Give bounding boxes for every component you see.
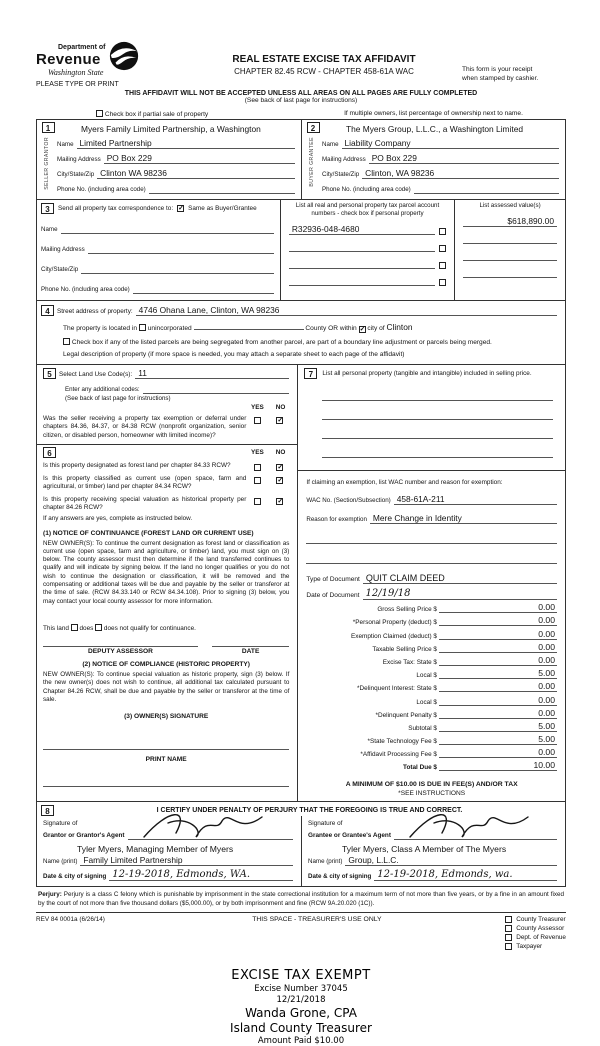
forest-land-question: Is this property designated as forest land per chapter 84.33 RCW? — [43, 461, 231, 469]
assessed-value-field[interactable] — [463, 267, 557, 278]
stamp-amount-paid: Amount Paid $10.00 — [257, 1036, 345, 1046]
historical-property-question: Is this property receiving special valuation as historical property per chapter 84.26 RCW? — [43, 495, 247, 511]
stamp-date: 12/21/2018 — [276, 995, 326, 1006]
completion-warning-sub: (See back of last page for instructions) — [244, 97, 358, 104]
section-7-personal-property — [298, 365, 565, 471]
exemption-block: If claiming an exemption, list WAC number and reason for exemption: WAC No. (Section/Subsection) 458-61A-211 Reason for exemption Mere Change in Identity Type of Document QUIT CLAIM DEED Date of Document 12/19/18 Gross Selling Price $ 0.00 *Personal Property (deduct) $ 0.00 Exemption Claimed (deduct) $ 0.00 Taxable Selling Price $ 0.00 Excise Tax: State $ 0.00 Local $ 5.00 *Delinquent Interest: State $ 0.00 Local $ 0.00 *Delinquent Penalty $ 0.00 Subtotal $ 5.00 *State Technology Fee $ 5.00 *Affidavit Processing Fee $ 0.00 Total Due $ 10.00 A MINIMUM OF $10.00 IS DUE IN FEE(S) AND/OR TAX *SEE INSTRUCTIONS — [306, 479, 555, 798]
section-3-number: 3 — [41, 203, 54, 214]
same-as-buyer-checkbox[interactable]: ✓ — [178, 205, 184, 212]
revenue-swirl-icon — [108, 40, 140, 77]
type-or-print-note: PLEASE TYPE OR PRINT — [36, 81, 119, 88]
personal-property-checkbox[interactable] — [439, 279, 446, 286]
parcel-number-field[interactable]: R32936-048-4680 — [289, 224, 435, 235]
current-use-question: Is this property classified as current use (open space, farm and agricultural, or timber) land per chapter 84.34 RCW? — [43, 474, 247, 491]
seller-phone-field[interactable] — [149, 183, 295, 194]
logo-revenue-text: Revenue — [36, 51, 101, 68]
segregated-checkbox[interactable] — [63, 338, 70, 345]
correspondence-phone-field[interactable] — [133, 283, 274, 294]
parcel-number-field[interactable] — [289, 275, 435, 286]
personal-property-line[interactable] — [322, 427, 553, 439]
personal-property-title: List all personal property (tangible and intangible) included in selling price. — [322, 370, 532, 377]
seller-name-field[interactable]: Limited Partnership — [77, 138, 295, 149]
deputy-assessor-signature-line[interactable]: DEPUTY ASSESSOR — [43, 646, 198, 655]
logo-state-text: Washington State — [48, 68, 104, 77]
personal-property-line[interactable] — [322, 446, 553, 458]
owners-signature-line[interactable] — [43, 738, 289, 750]
buyer-section: 2 BUYER GRANTEE The Myers Group, L.L.C., a Washington Limited Name Liability Company Mailing Address PO Box 229 City/State/Zip Clinton, WA 98236 Phone No. (including area code) — [301, 120, 565, 199]
completion-warning: THIS AFFIDAVIT WILL NOT BE ACCEPTED UNLESS ALL AREAS ON ALL PAGES ARE FULLY COMPLETED — [124, 90, 478, 97]
grantor-date-city-field[interactable]: 12-19-2018, Edmonds, WA. — [109, 870, 293, 881]
grantor-signature-line[interactable] — [128, 827, 293, 840]
exemption-deferral-question: Was the seller receiving a property tax exemption or deferral under chapters 84.36, 84.37, or 84.38 RCW (nonprofit organization, senior citizen, or disabled person, homeowner with limited income)? — [43, 415, 247, 439]
compliance-title: (2) NOTICE OF COMPLIANCE (HISTORIC PROPERTY) — [82, 660, 251, 668]
exemption-intro: If claiming an exemption, list WAC number and reason for exemption: — [306, 479, 503, 486]
excise-tax-state-field[interactable]: 0.00 — [439, 656, 557, 666]
section-2-number: 2 — [307, 122, 320, 133]
correspondence-name-field[interactable] — [61, 223, 274, 234]
grantee-signature — [404, 807, 534, 841]
deputy-assessor-date-line[interactable]: DATE — [212, 646, 289, 655]
seller-city-field[interactable]: Clinton WA 98236 — [97, 168, 295, 179]
personal-property-line[interactable] — [322, 389, 553, 401]
grantor-print-name-field[interactable]: Family Limited Partnership — [80, 855, 293, 866]
parties-box — [36, 119, 566, 200]
header — [36, 44, 566, 88]
gross-selling-price-field[interactable]: 0.00 — [439, 603, 557, 613]
historical-no-checkbox[interactable]: ✓ — [277, 497, 284, 505]
grantor-print-name-line1: Tyler Myers, Managing Member of Myers — [77, 844, 234, 855]
section-5-land-use: 5 Select Land Use Code(s): 11 Enter any additional codes: (See back of last page for instructions) YES NO Was the seller receiving a property tax exemption or deferral under chapters 84.36, 84.37, or 84.38 RCW (nonprofit organization, senior citizen, or disabled person, homeowner with limited income)? ✓ — [37, 365, 297, 445]
exemption-reason-field[interactable]: Mere Change in Identity — [370, 513, 557, 524]
document-date-field[interactable]: 12/19/18 — [363, 589, 557, 600]
stamp-excise-number: Excise Number 37045 — [254, 984, 348, 995]
seller-section: 1 SELLER GRANTOR Myers Family Limited Partnership, a Washington Name Limited Partnership Mailing Address PO Box 229 City/State/Zip Clinton WA 98236 Phone No. (including area code) — [37, 120, 301, 199]
segregated-label: Check box if any of the listed parcels are being segregated from another parcel, are part of a boundary line adjustment or parcels being merged. — [71, 339, 492, 346]
personal-property-line[interactable] — [322, 408, 553, 420]
county-treasurer-checkbox[interactable] — [505, 916, 512, 923]
personal-property-checkbox[interactable] — [439, 245, 446, 252]
stamp-treasurer-name: Wanda Grone, CPA — [245, 1006, 357, 1021]
county-assessor-checkbox[interactable] — [505, 925, 512, 932]
does-not-qualify-checkbox[interactable] — [95, 624, 102, 631]
current-use-no-checkbox[interactable]: ✓ — [277, 476, 284, 484]
buyer-mailing-field[interactable]: PO Box 229 — [369, 153, 559, 164]
continuance-title: (1) NOTICE OF CONTINUANCE (FOREST LAND OR CURRENT USE) — [43, 529, 254, 537]
routing-checkboxes: County Treasurer County Assessor Dept. of Revenue Taxpayer — [505, 916, 566, 952]
print-name-line[interactable] — [43, 775, 289, 787]
city-checkbox[interactable]: ✓ — [359, 326, 366, 333]
unincorporated-checkbox[interactable] — [139, 324, 146, 331]
footer-row — [36, 913, 566, 952]
grantee-print-name-field[interactable]: Group, L.L.C. — [345, 855, 557, 866]
see-instructions-note: *SEE INSTRUCTIONS — [398, 790, 466, 798]
grantee-signature-line[interactable] — [394, 827, 557, 840]
certify-statement: I CERTIFY UNDER PENALTY OF PERJURY THAT THE FOREGOING IS TRUE AND CORRECT. — [156, 807, 463, 815]
minimum-due-note: A MINIMUM OF $10.00 IS DUE IN FEE(S) AND/OR TAX — [345, 781, 518, 789]
page-title: REAL ESTATE EXCISE TAX AFFIDAVIT — [232, 54, 416, 65]
parcel-number-field[interactable] — [289, 241, 435, 252]
partial-sale-checkbox[interactable] — [96, 110, 103, 117]
seller-grantor-side-label: SELLER GRANTOR — [44, 137, 51, 190]
section-8-signatures — [36, 802, 566, 887]
assessed-values-header: List assessed value(s) — [479, 202, 541, 209]
county-field[interactable] — [194, 329, 304, 330]
send-correspondence-label: Send all property tax correspondence to: — [58, 205, 174, 212]
q5-no-checkbox[interactable]: ✓ — [277, 417, 284, 424]
grantee-print-name-line1: Tyler Myers, Class A Member of The Myers — [342, 844, 507, 855]
perjury-notice: Perjury: Perjury is a class C felony which is punishable by imprisonment in the state correctional institution for a maximum term of not more than five years, or by a fine in an amount fixed by the court of not more than five thousand dollars ($5,000.00), or by both imprisonment and fine (RCW 9A.20.020 (1C)). — [36, 887, 566, 913]
buyer-grantee-side-label: BUYER GRANTEE — [309, 137, 316, 187]
dept-of-revenue-checkbox[interactable] — [505, 934, 512, 941]
seller-name-line1: Myers Family Limited Partnership, a Washington — [81, 124, 261, 134]
treasurer-space-label: THIS SPACE - TREASURER'S USE ONLY — [252, 916, 382, 924]
delinquent-penalty-field[interactable]: 0.00 — [439, 709, 557, 719]
grantee-signature-block: Signature of Grantee or Grantee's Agent Tyler Myers, Class A Member of The Myers Name (print) Group, L.L.C. Date & city of signing 12-19-2018, Edmonds, wa. — [301, 816, 565, 886]
section-6-number: 6 — [43, 447, 56, 458]
affidavit-processing-fee-field[interactable]: 0.00 — [439, 748, 557, 758]
stamp-exempt-line: EXCISE TAX EXEMPT — [231, 968, 371, 984]
if-yes-note: If any answers are yes, complete as instructed below. — [43, 515, 193, 523]
correspondence-mailing-field[interactable] — [88, 243, 274, 254]
parcel-numbers-header: List all real and personal property tax parcel account numbers - check box if personal property — [295, 202, 440, 217]
section-6-classification: 6 YES NO Is this property designated as forest land per chapter 84.33 RCW? ✓ Is this property classified as current use (open space, farm and agricultural, or timber) land per chapter 84.34 RCW? ✓ Is this property receiving special valuation as historical property per chapter 84.26 RCW? ✓ If any answers are yes, complete as instructed below. (1) NOTICE OF CONTINUANCE (FOREST LAND OR CURRENT USE) NEW OWNER(S): To continue the current designation as forest land or classification as current use (open space, farm and agriculture, or timber) land, you must sign on (3) below. The county assessor must then determine if the land transferred continues to qualify and will indicate by signing below. If the land no longer qualifies or you do not wish to continue the designation or classification, it will be removed and the compensating or additional taxes will be due and payable by the seller or transferor at the time of sale. (RCW 84.33.140 or RCW 84.34.108). Prior to signing (3) below, you may contact your local county assessor for more information. This land does does not qualify for continuance. DEPUTY ASSESSOR DATE (2) NOTICE OF COMPLIANCE (HISTORIC PROPERTY) NEW OWNER(S): To continue special valuation as historic property, sign (3) below. If the new owner(s) does not wish to continue, all additional tax calculated pursuant to Chapter 84.26 RCW, shall be due and payable by the seller or transferor at the time of sale. (3) OWNER(S) SIGNATURE PRINT NAME — [37, 445, 297, 801]
excise-tax-local-field[interactable]: 5.00 — [439, 669, 557, 679]
receipt-note: This form is your receipt when stamped by cashier. — [462, 66, 539, 82]
state-technology-fee-field[interactable]: 5.00 — [439, 735, 557, 745]
assessed-value-field[interactable] — [463, 250, 557, 261]
multiple-owners-note: If multiple owners, list percentage of ownership next to name. — [344, 110, 523, 117]
grantee-date-city-field[interactable]: 12-19-2018, Edmonds, wa. — [374, 870, 557, 881]
personal-property-checkbox[interactable] — [439, 262, 446, 269]
personal-property-checkbox[interactable] — [439, 228, 446, 235]
personal-property-deduct-field[interactable]: 0.00 — [439, 616, 557, 626]
owners-signature-label: (3) OWNER(S) SIGNATURE — [124, 713, 209, 721]
historical-yes-checkbox[interactable] — [254, 498, 261, 505]
exemption-reason-line[interactable] — [306, 532, 557, 544]
compliance-paragraph: NEW OWNER(S): To continue special valuation as historic property, sign (3) below. If the new owner(s) does not wish to continue, all additional tax calculated pursuant to Chapter 84.26 RCW, shall be due and payable by the seller or transferor at the time of sale. — [43, 670, 290, 703]
section-4-number: 4 — [41, 305, 54, 316]
section-1-number: 1 — [42, 122, 55, 133]
buyer-name-line1: The Myers Group, L.L.C., a Washington Limited — [346, 124, 524, 134]
exemption-claimed-field[interactable]: 0.00 — [439, 630, 557, 640]
total-due-field[interactable]: 10.00 — [439, 761, 557, 771]
delinquent-interest-local-field[interactable]: 0.00 — [439, 696, 557, 706]
partial-sale-label: Check box if partial sale of property — [104, 111, 209, 118]
parcel-number-field[interactable] — [289, 258, 435, 269]
same-as-buyer-label: Same as Buyer/Grantee — [188, 205, 257, 212]
revenue-logo — [36, 44, 186, 88]
city-name-value[interactable]: Clinton — [386, 322, 413, 332]
continuance-paragraph: NEW OWNER(S): To continue the current designation as forest land or classification as current use (open space, farm and agriculture, or timber) land, you must sign on (3) below. The county assessor must then determine if the land transferred continues to qualify and will indicate by signing below. If the land no longer qualifies or you do not wish to continue the designation or classification, it will be removed and the compensating or additional taxes will be due and payable by the seller or transferor at the time of sale. (RCW 84.33.140 or RCW 84.34.108). Prior to signing (3) below, you may contact your local county assessor for more information. — [43, 539, 290, 605]
treasurer-stamp — [36, 968, 566, 1046]
section-3-correspondence: 3 Send all property tax correspondence to: ✓ Same as Buyer/Grantee Name Mailing Address City/State/Zip Phone No. (including area code) List all real and personal property tax parcel account numbers - check box if personal property R32936-048-4680 List assessed value(s) $618,890.00 — [36, 200, 566, 301]
stamp-treasurer-title: Island County Treasurer — [230, 1021, 372, 1036]
street-address-field[interactable]: 4746 Ohana Lane, Clinton, WA 98236 — [136, 305, 557, 316]
buyer-phone-field[interactable] — [414, 183, 559, 194]
additional-codes-field[interactable] — [143, 383, 290, 394]
buyer-city-field[interactable]: Clinton, WA 98236 — [362, 168, 559, 179]
exemption-reason-line[interactable] — [306, 552, 557, 564]
land-use-code-field[interactable]: 11 — [135, 368, 289, 379]
current-use-yes-checkbox[interactable] — [254, 477, 261, 484]
wac-number-field[interactable]: 458-61A-211 — [394, 494, 557, 505]
form-revision: REV 84 0001a (6/26/14) — [36, 916, 105, 924]
subtotal-field[interactable]: 5.00 — [439, 722, 557, 732]
print-name-label: PRINT NAME — [145, 756, 187, 764]
assessed-value-field[interactable]: $618,890.00 — [463, 216, 557, 227]
section-7-number: 7 — [304, 368, 317, 379]
forest-yes-checkbox[interactable] — [254, 464, 261, 471]
logo-dept-text: Department of — [58, 44, 106, 51]
legal-description-label: Legal description of property (if more space is needed, you may attach a separate sheet to each page of the affidavit) — [63, 351, 405, 358]
section-8-number: 8 — [41, 805, 54, 816]
section-5-number: 5 — [43, 368, 56, 379]
forest-no-checkbox[interactable]: ✓ — [277, 463, 284, 471]
grantor-signature — [138, 807, 268, 841]
does-qualify-checkbox[interactable] — [71, 624, 78, 631]
grantor-signature-block: Signature of Grantor or Grantor's Agent Tyler Myers, Managing Member of Myers Name (print) Family Limited Partnership Date & city of signing 12-19-2018, Edmonds, WA. — [37, 816, 301, 886]
taxpayer-checkbox[interactable] — [505, 943, 512, 950]
seller-mailing-field[interactable]: PO Box 229 — [104, 153, 295, 164]
middle-columns — [36, 365, 566, 802]
document-type-field[interactable]: QUIT CLAIM DEED — [363, 573, 557, 584]
correspondence-city-field[interactable] — [81, 263, 274, 274]
taxable-selling-price-field[interactable]: 0.00 — [439, 643, 557, 653]
buyer-name-field[interactable]: Liability Company — [342, 138, 559, 149]
delinquent-interest-state-field[interactable]: 0.00 — [439, 682, 557, 692]
section-4-property: 4 Street address of property: 4746 Ohana Lane, Clinton, WA 98236 The property is located in unincorporated County OR within ✓ city of Clinton Check box if any of the listed parcels are being segregated from another parcel, are part of a boundary line adjustment or parcels being merged. Legal description of property (if more space is needed, you may attach a separate sheet to each page of the affidavit) — [36, 301, 566, 365]
page-subtitle: CHAPTER 82.45 RCW - CHAPTER 458-61A WAC — [234, 67, 414, 76]
q5-yes-checkbox[interactable] — [254, 417, 261, 424]
assessed-value-field[interactable] — [463, 233, 557, 244]
